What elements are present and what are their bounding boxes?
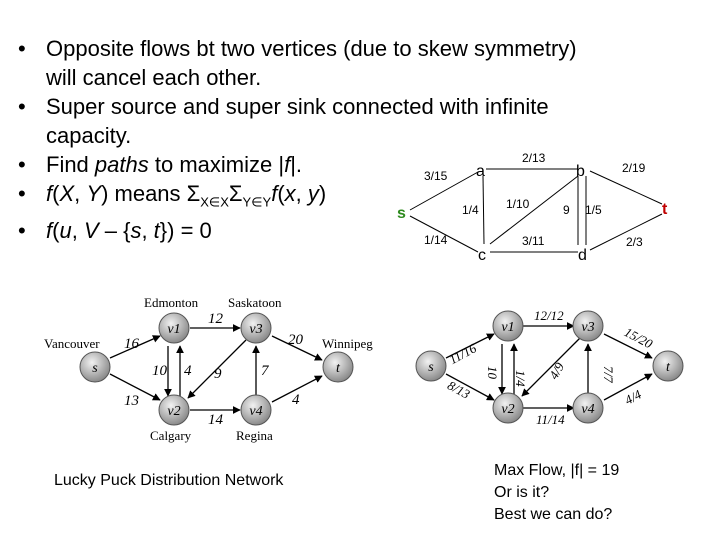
bullet-dot: • xyxy=(18,181,26,206)
node-label-v1: v1 xyxy=(501,320,515,335)
edge-label-s-v2: 13 xyxy=(124,393,139,409)
math-X: X xyxy=(59,181,75,206)
node-c: c xyxy=(478,247,486,264)
edge-b-t xyxy=(590,171,662,204)
math-comma: , xyxy=(71,218,84,244)
node-s-super-source: s xyxy=(397,205,406,222)
edge-label-a-c: 1/4 xyxy=(462,203,479,217)
bullet-text: |. xyxy=(290,152,303,177)
small-graph-edge-labels xyxy=(424,151,646,249)
node-label-v2: v2 xyxy=(167,404,181,419)
node-label-v4: v4 xyxy=(581,402,595,417)
city-label-calgary: Calgary xyxy=(150,428,192,443)
edge-label-s-c: 1/14 xyxy=(424,233,448,247)
caption-line-max-flow: Max Flow, |f| = 19 xyxy=(494,462,620,479)
bullet-dot: • xyxy=(18,94,26,119)
city-label-edmonton: Edmonton xyxy=(144,295,199,310)
math-comma: , xyxy=(141,218,154,244)
lucky-puck-network xyxy=(40,292,385,450)
node-t-super-sink: t xyxy=(662,201,668,218)
edge-label-v3-v2: 4/9 xyxy=(545,359,568,382)
node-label-v3: v3 xyxy=(249,322,263,337)
math-comma: , xyxy=(295,181,308,206)
node-label-s: s xyxy=(428,360,434,375)
bullet-text: will cancel each other. xyxy=(46,65,262,90)
bullet-opposite-flows xyxy=(18,34,658,92)
max-flow-network xyxy=(405,305,705,445)
bullet-text: to maximize | xyxy=(148,152,285,177)
math-paren: ( xyxy=(52,218,60,244)
small-flow-graph xyxy=(390,145,690,275)
edge-label-a-b: 2/13 xyxy=(522,151,546,165)
bullet-text: capacity. xyxy=(46,123,132,148)
node-label-v4: v4 xyxy=(249,404,263,419)
bullet-text: Super source and super sink connected with infinite xyxy=(46,94,549,119)
node-label-t: t xyxy=(336,361,340,376)
bullet-text: Opposite flows bt two vertices (due to skew symmetry) xyxy=(46,36,577,61)
math-subscript-x: X∈X xyxy=(200,194,229,210)
bullet-dot: • xyxy=(18,152,26,177)
edge-label-d-t: 2/3 xyxy=(626,235,643,249)
math-x: x xyxy=(284,181,296,206)
edge-label-v3-t: 20 xyxy=(288,332,303,348)
node-d: d xyxy=(578,247,587,264)
node-a: a xyxy=(476,163,485,180)
edge-label-v2-v4: 11/14 xyxy=(536,412,565,427)
edge-label-v2-v1: 4 xyxy=(184,363,192,379)
left-network-caption: Lucky Puck Distribution Network xyxy=(54,472,284,489)
math-f: f xyxy=(46,218,53,244)
math-subscript-y: Y∈Y xyxy=(242,194,272,210)
bullet-text-italic: f xyxy=(284,152,291,177)
city-label-vancouver: Vancouver xyxy=(44,336,100,351)
math-paren: ( xyxy=(52,181,60,206)
edge-label-v4-t: 4/4 xyxy=(622,386,644,408)
math-minus-set: – { xyxy=(98,218,131,244)
edge-label-v1-v2: 10 xyxy=(485,366,500,379)
math-y: y xyxy=(307,181,319,206)
node-label-s: s xyxy=(92,361,98,376)
math-f: f xyxy=(271,181,278,206)
edge-a-c xyxy=(483,176,484,244)
node-label-v2: v2 xyxy=(501,402,515,417)
edge-label-b-d: 9 xyxy=(563,203,570,217)
caption-line-or-is-it: Or is it? xyxy=(494,484,550,501)
edge-label-v4-v3: 7 xyxy=(261,363,269,379)
caption-line-best: Best we can do? xyxy=(494,506,613,523)
node-label-v3: v3 xyxy=(581,320,595,335)
city-label-winnipeg: Winnipeg xyxy=(322,336,373,351)
edge-label-v2-v1: 1/4 xyxy=(513,370,528,387)
edge-label-v4-t: 4 xyxy=(292,392,300,408)
edge-label-v4-v3: 7/7 xyxy=(601,366,616,383)
math-f: f xyxy=(46,181,53,206)
math-means-sigma: ) means Σ xyxy=(101,181,201,206)
math-paren: ) xyxy=(318,181,327,206)
edge-label-s-v2: 8/13 xyxy=(445,377,473,402)
bullet-text-italic: paths xyxy=(94,152,149,177)
edge-label-c-d: 3/11 xyxy=(522,234,545,248)
city-label-regina: Regina xyxy=(236,428,273,443)
math-s: s xyxy=(130,218,142,244)
edge-label-v1-v3: 12 xyxy=(208,311,223,327)
node-label-v1: v1 xyxy=(167,322,181,337)
bullet-super-source xyxy=(18,92,658,150)
edge-label-s-a: 3/15 xyxy=(424,169,448,183)
edge-label-s-v1: 11/16 xyxy=(446,340,479,368)
edge-label-c-b: 1/10 xyxy=(506,197,530,211)
edge-label-v1-v2: 10 xyxy=(152,363,167,379)
edge-label-v3-t: 15/20 xyxy=(621,324,656,352)
math-equals-zero: }) = 0 xyxy=(159,218,212,244)
math-comma: , xyxy=(74,181,87,206)
edge-label-d-b: 1/5 xyxy=(585,203,602,217)
math-u: u xyxy=(59,218,72,244)
edge-label-v1-v3: 12/12 xyxy=(534,308,564,323)
bullet-dot: • xyxy=(18,36,26,61)
math-V: V xyxy=(83,218,99,244)
math-t: t xyxy=(153,218,160,244)
edge-label-v3-v2: 9 xyxy=(214,366,222,382)
node-b: b xyxy=(576,163,585,180)
math-sigma: Σ xyxy=(228,181,243,206)
bullet-dot: • xyxy=(18,218,26,244)
city-label-saskatoon: Saskatoon xyxy=(228,295,282,310)
node-label-t: t xyxy=(666,360,670,375)
math-Y: Y xyxy=(86,181,102,206)
max-flow-caption xyxy=(494,460,619,526)
math-paren: ( xyxy=(277,181,285,206)
edge-label-b-t: 2/19 xyxy=(622,161,646,175)
bullet-text: Find xyxy=(46,152,95,177)
edge-label-v2-v4: 14 xyxy=(208,412,223,428)
edge-label-s-v1: 16 xyxy=(124,336,139,352)
